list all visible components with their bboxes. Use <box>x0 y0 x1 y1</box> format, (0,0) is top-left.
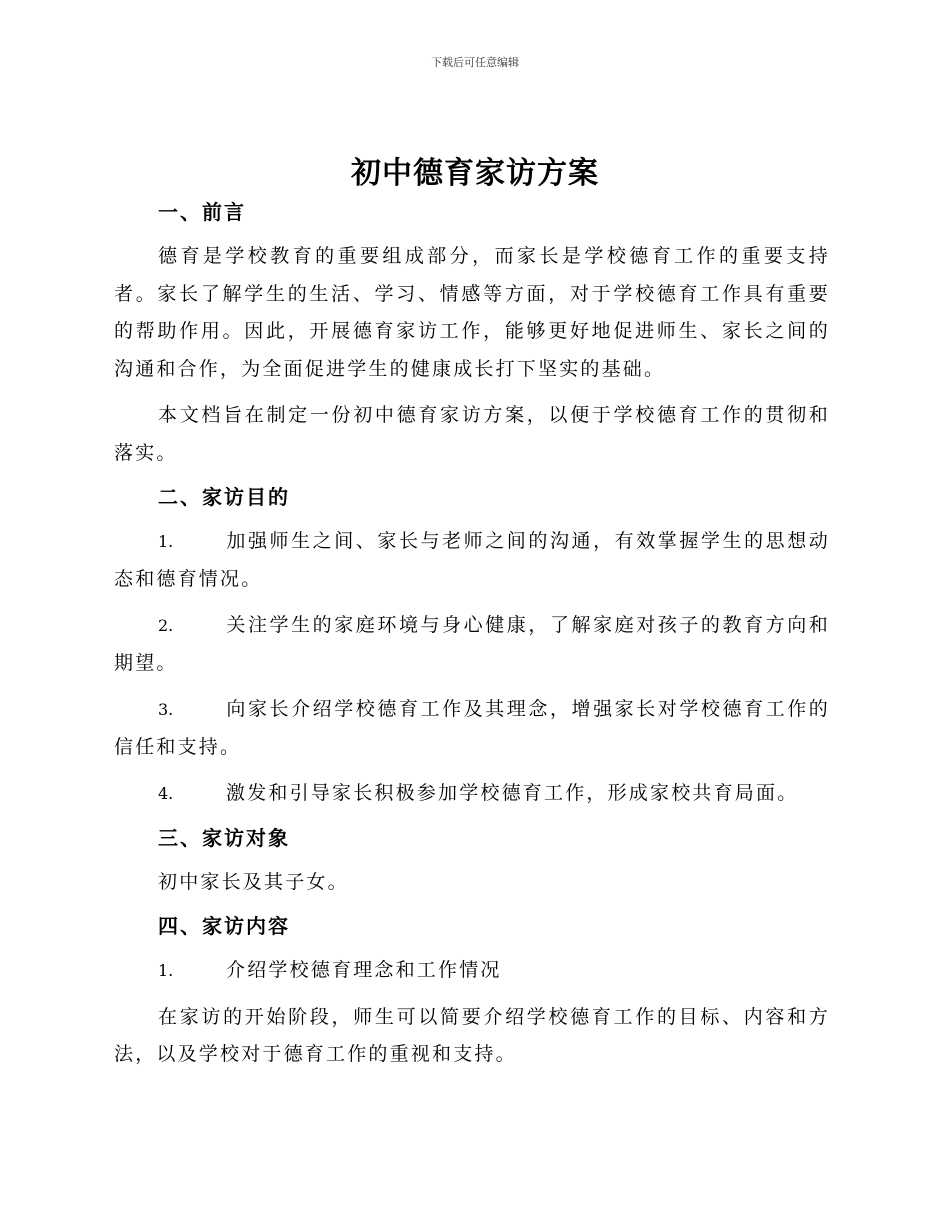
paragraph: 本文档旨在制定一份初中德育家访方案，以便于学校德育工作的贯彻和落实。 <box>114 404 830 464</box>
document-title: 初中德育家访方案 <box>351 156 599 191</box>
list-item-text: 加强师生之间、家长与老师之间的沟通，有效掌握学生的思想动态和德育情况。 <box>114 530 830 590</box>
section-heading-content: 四、家访内容 <box>158 914 290 938</box>
paragraph: 初中家长及其子女。 <box>158 870 349 893</box>
document-body <box>114 196 830 1083</box>
list-item <box>114 607 830 682</box>
list-number: 2. <box>158 616 174 635</box>
list-item-text: 介绍学校德育理念和工作情况 <box>226 959 502 981</box>
list-number: 1. <box>158 532 174 551</box>
list-item <box>114 952 830 990</box>
list-item-text: 向家长介绍学校德育工作及其理念，增强家长对学校德育工作的信任和支持。 <box>114 698 830 758</box>
list-number: 1. <box>158 961 174 980</box>
paragraph: 在家访的开始阶段，师生可以简要介绍学校德育工作的目标、内容和方法，以及学校对于德育工作的重视和支持。 <box>114 1005 830 1065</box>
list-item <box>114 523 830 598</box>
list-number: 3. <box>158 700 174 719</box>
section-heading-purpose: 二、家访目的 <box>158 485 290 509</box>
list-item <box>114 691 830 766</box>
list-item-text: 关注学生的家庭环境与身心健康，了解家庭对孩子的教育方向和期望。 <box>114 614 830 674</box>
section-heading-preface: 一、前言 <box>158 200 246 224</box>
paragraph: 德育是学校教育的重要组成部分，而家长是学校德育工作的重要支持者。家长了解学生的生活、学习、情感等方面，对于学校德育工作具有重要的帮助作用。因此，开展德育家访工作，能够更好地促进师生、家长之间的沟通和合作，为全面促进学生的健康成长打下坚实的基础。 <box>114 245 830 380</box>
running-header: 下载后可任意编辑 <box>431 56 519 69</box>
list-item-text: 激发和引导家长积极参加学校德育工作，形成家校共育局面。 <box>226 782 799 804</box>
list-number: 4. <box>158 784 174 803</box>
list-item <box>114 775 830 813</box>
section-heading-targets: 三、家访对象 <box>158 825 290 850</box>
